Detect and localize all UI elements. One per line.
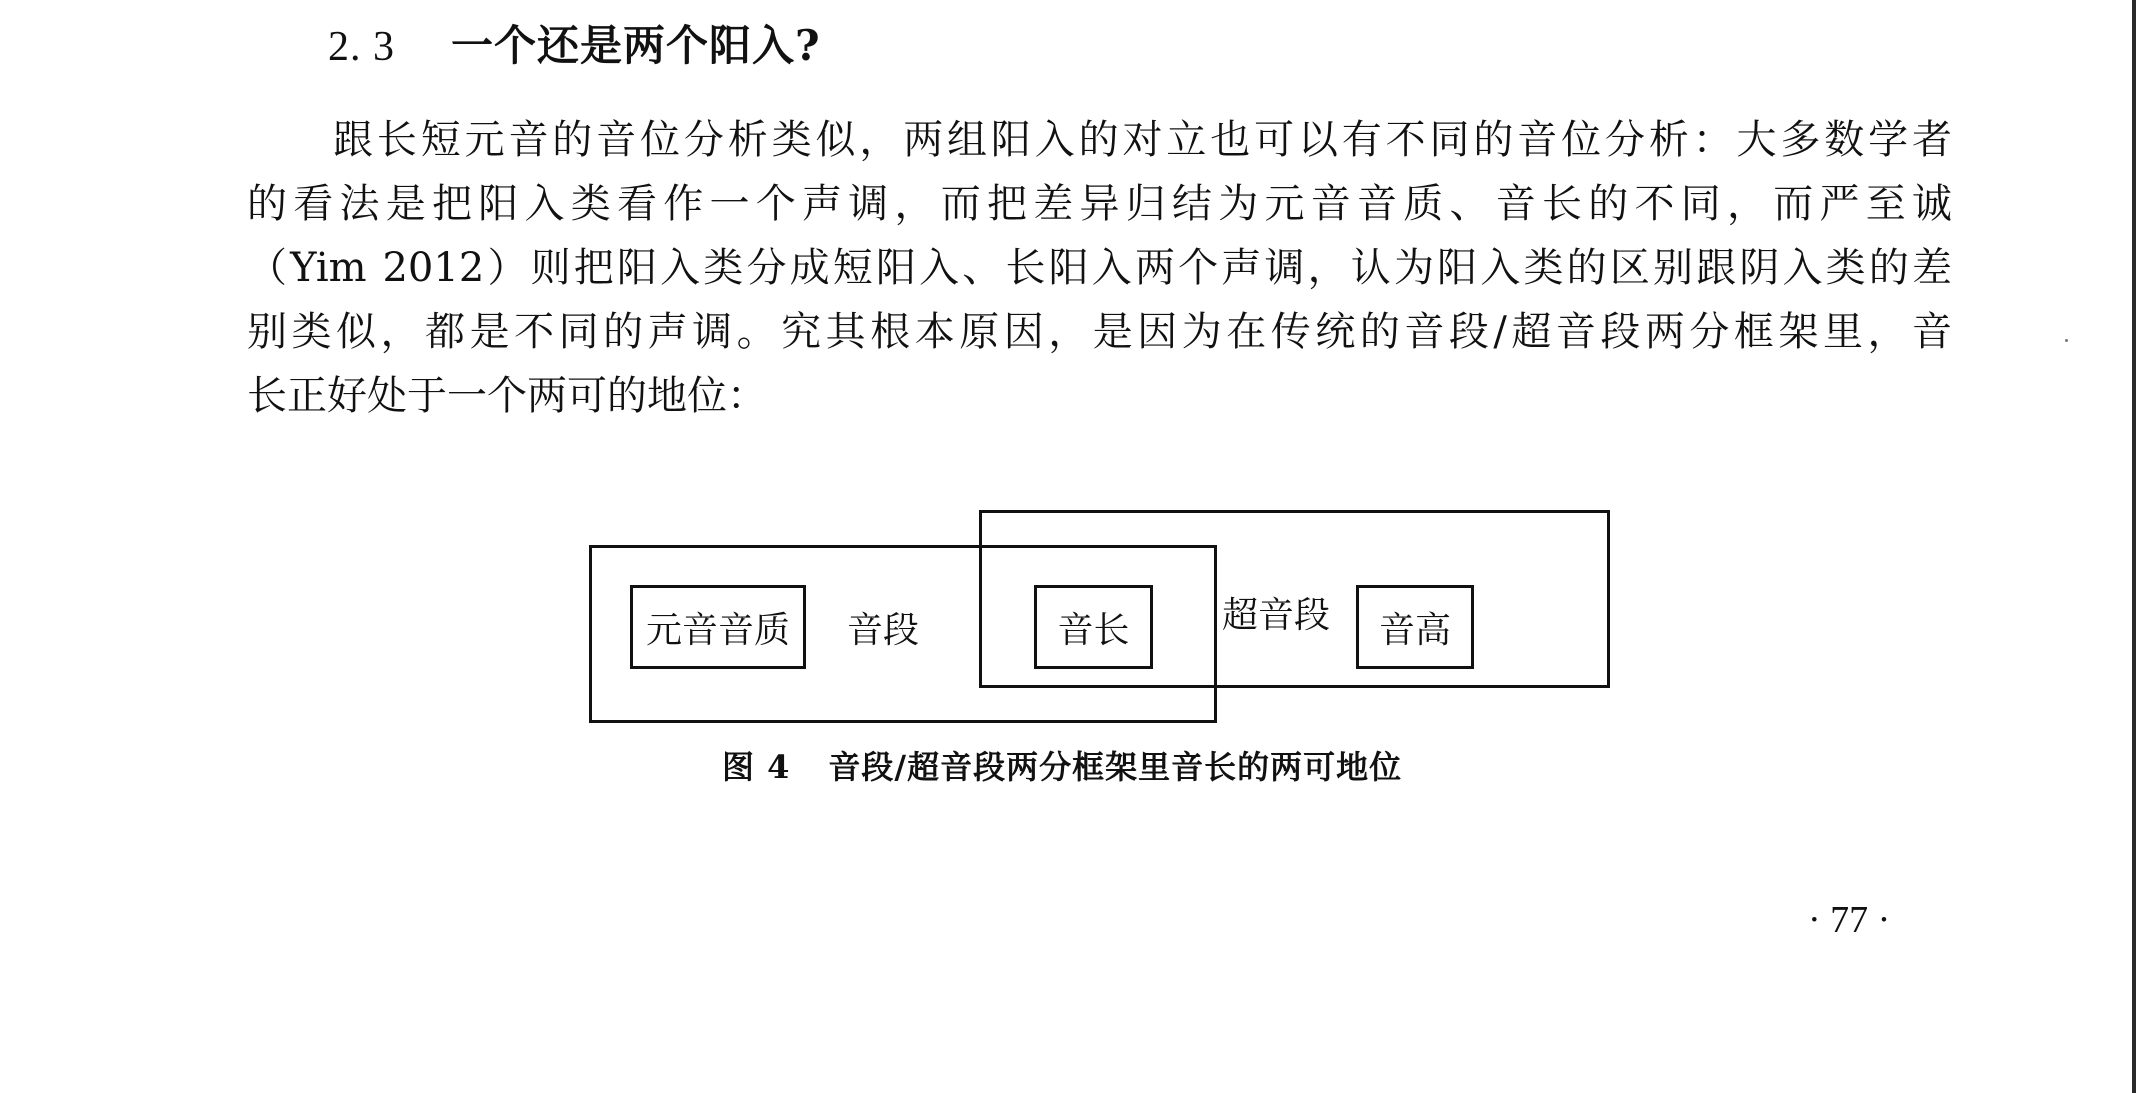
vowel-quality-label: 元音音质 <box>645 609 790 651</box>
length-box <box>1034 585 1153 669</box>
length-label: 音长 <box>1057 609 1130 651</box>
suprasegmental-label: 超音段 <box>1222 595 1331 636</box>
figure-number: 图 4 <box>722 748 791 786</box>
vowel-quality-box <box>630 585 806 669</box>
scan-speck <box>2065 339 2068 342</box>
page-number: · 77 · <box>1808 899 1891 941</box>
scan-edge-line <box>2132 0 2136 1093</box>
figure-caption <box>722 742 1402 788</box>
paragraph-line: 的看法是把阳入类看作一个声调，而把差异归结为元音音质、音长的不同，而严至诚 <box>247 181 1952 227</box>
figure-caption-text: 音段/超音段两分框架里音长的两可地位 <box>828 748 1403 786</box>
segmental-label: 音段 <box>847 610 920 651</box>
pitch-label: 音高 <box>1378 609 1451 651</box>
section-number: 2. 3 <box>328 24 395 70</box>
paragraph-line: 别类似，都是不同的声调。究其根本原因，是因为在传统的音段/超音段两分框架里，音 <box>247 309 1952 355</box>
paragraph-line: 长正好处于一个两可的地位： <box>247 373 767 419</box>
section-title: 一个还是两个阳入? <box>451 21 821 70</box>
pitch-box <box>1356 585 1474 669</box>
paragraph-line: 跟长短元音的音位分析类似，两组阳入的对立也可以有不同的音位分析：大多数学者 <box>333 117 1952 163</box>
paragraph-line: （Yim 2012）则把阳入类分成短阳入、长阳入两个声调，认为阳入类的区别跟阴入类的差 <box>247 245 1952 291</box>
